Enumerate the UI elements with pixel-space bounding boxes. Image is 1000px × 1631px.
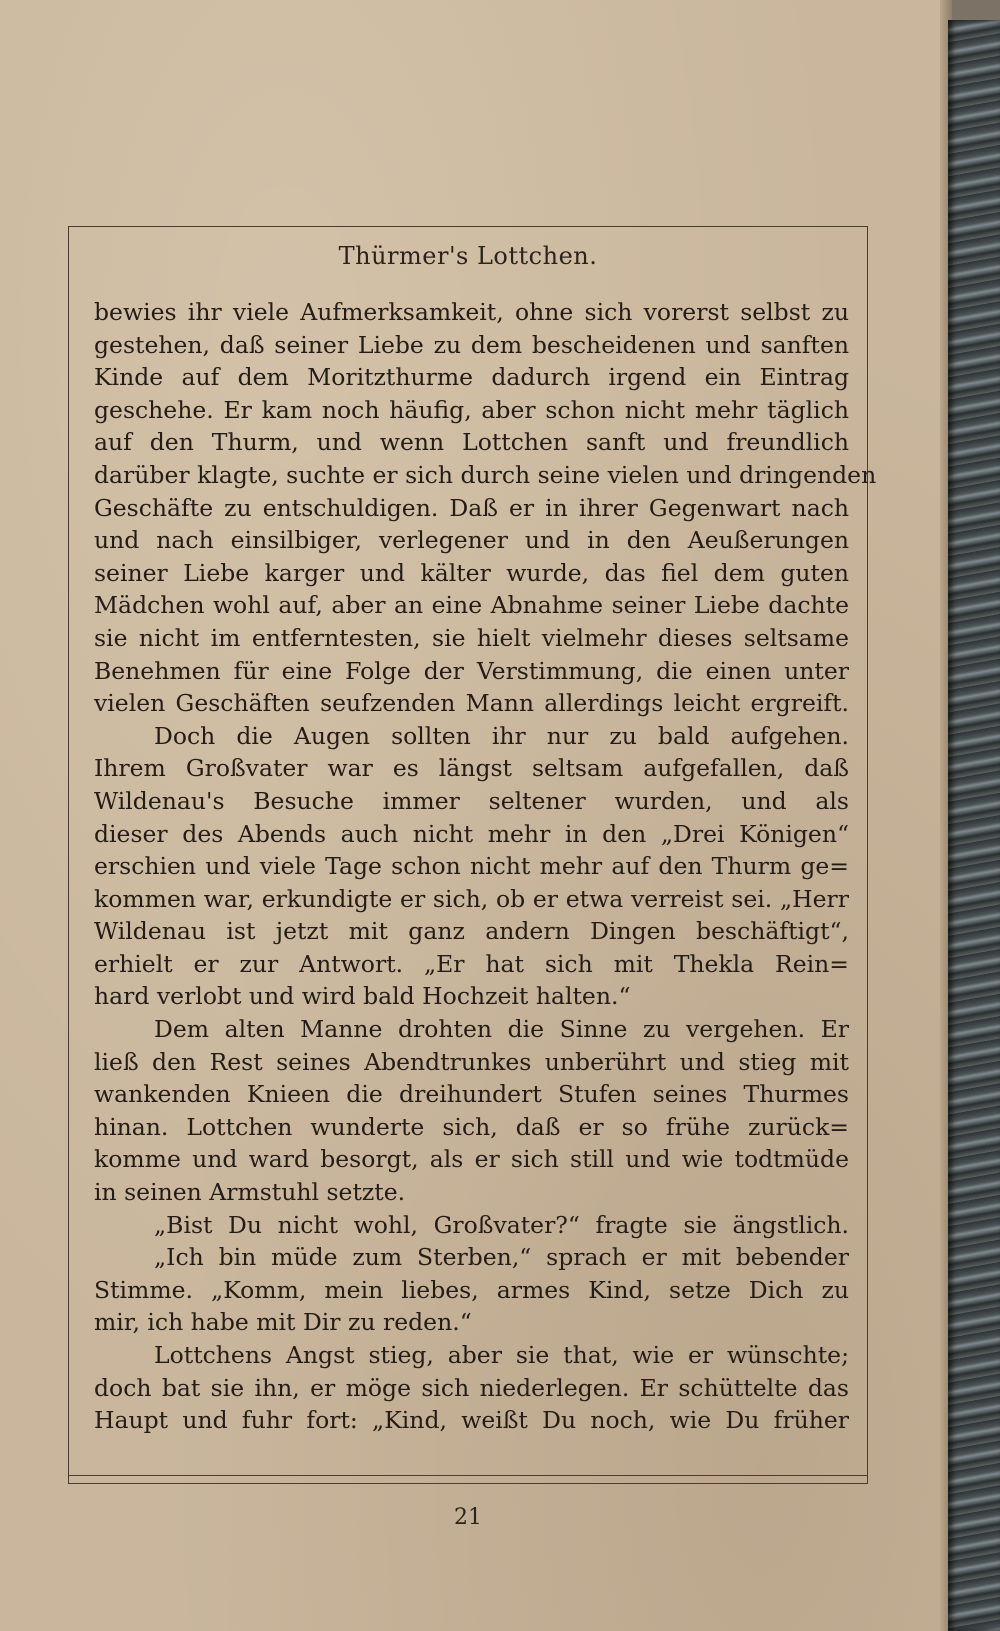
- frame-bottom-rule: [68, 1475, 868, 1476]
- text-line: wankenden Knieen die dreihundert Stufen seines Thurmes: [94, 1080, 849, 1109]
- text-line: Wildenau's Besuche immer seltener wurden, und als: [94, 786, 849, 815]
- page-number: 21: [454, 1505, 482, 1530]
- text-line: „Ich bin müde zum Sterben,“ sprach er mit bebender: [154, 1243, 849, 1272]
- text-line: doch bat sie ihn, er möge sich niederlegen. Er schüttelte das: [94, 1373, 849, 1402]
- text-line: Kinde auf dem Moritzthurme dadurch irgend ein Eintrag: [94, 363, 849, 392]
- text-line: Ihrem Großvater war es längst seltsam aufgefallen, daß: [94, 754, 849, 783]
- book-binding: [948, 20, 1000, 1631]
- text-line: Haupt und fuhr fort: „Kind, weißt Du noch, wie Du früher: [94, 1406, 849, 1435]
- text-line: erhielt er zur Antwort. „Er hat sich mit Thekla Rein=: [94, 949, 849, 978]
- text-line: komme und ward besorgt, als er sich still und wie todtmüde: [94, 1145, 849, 1174]
- text-line: Doch die Augen sollten ihr nur zu bald aufgehen.: [154, 721, 849, 750]
- text-line: seiner Liebe karger und kälter wurde, das fiel dem guten: [94, 558, 849, 587]
- text-line: hard verlobt und wird bald Hochzeit halten.“: [94, 982, 631, 1011]
- text-line: hinan. Lottchen wunderte sich, daß er so frühe zurück=: [94, 1112, 849, 1141]
- text-line: darüber klagte, suchte er sich durch seine vielen und dringenden: [94, 460, 877, 489]
- text-line: kommen war, erkundigte er sich, ob er etwa verreist sei. „Herr: [94, 884, 849, 913]
- running-head: Thürmer's Lottchen.: [338, 242, 598, 270]
- text-line: auf den Thurm, und wenn Lottchen sanft und freundlich: [94, 428, 849, 457]
- text-line: dieser des Abends auch nicht mehr in den „Drei Königen“: [94, 819, 849, 848]
- text-line: Mädchen wohl auf, aber an eine Abnahme seiner Liebe dachte: [94, 591, 849, 620]
- text-line: erschien und viele Tage schon nicht mehr auf den Thurm ge=: [94, 852, 849, 881]
- text-line: geschehe. Er kam noch häufig, aber schon nicht mehr täglich: [94, 395, 849, 424]
- text-line: in seinen Armstuhl setzte.: [94, 1178, 406, 1207]
- text-line: und nach einsilbiger, verlegener und in den Aeußerungen: [94, 526, 849, 555]
- text-line: „Bist Du nicht wohl, Großvater?“ fragte sie ängstlich.: [154, 1210, 849, 1239]
- text-line: mir, ich habe mit Dir zu reden.“: [94, 1308, 472, 1337]
- text-line: Lottchens Angst stieg, aber sie that, wie er wünschte;: [154, 1341, 849, 1369]
- text-line: Geschäfte zu entschuldigen. Daß er in ihrer Gegenwart nach: [94, 493, 849, 522]
- text-line: vielen Geschäften seufzenden Mann allerdings leicht ergreift.: [94, 689, 849, 718]
- body-text: [94, 296, 877, 1437]
- text-line: ließ den Rest seines Abendtrunkes unberührt und stieg mit: [94, 1047, 849, 1076]
- text-line: gestehen, daß seiner Liebe zu dem bescheidenen und sanften: [94, 330, 849, 359]
- text-line: Benehmen für eine Folge der Verstimmung, die einen unter: [94, 656, 849, 685]
- text-line: bewies ihr viele Aufmerksamkeit, ohne sich vorerst selbst zu: [94, 298, 849, 326]
- text-line: Wildenau ist jetzt mit ganz andern Dingen beschäftigt“,: [94, 917, 849, 946]
- text-line: Stimme. „Komm, mein liebes, armes Kind, setze Dich zu: [94, 1275, 849, 1304]
- text-line: sie nicht im entferntesten, sie hielt vielmehr dieses seltsame: [94, 623, 849, 652]
- text-line: Dem alten Manne drohten die Sinne zu vergehen. Er: [154, 1015, 849, 1044]
